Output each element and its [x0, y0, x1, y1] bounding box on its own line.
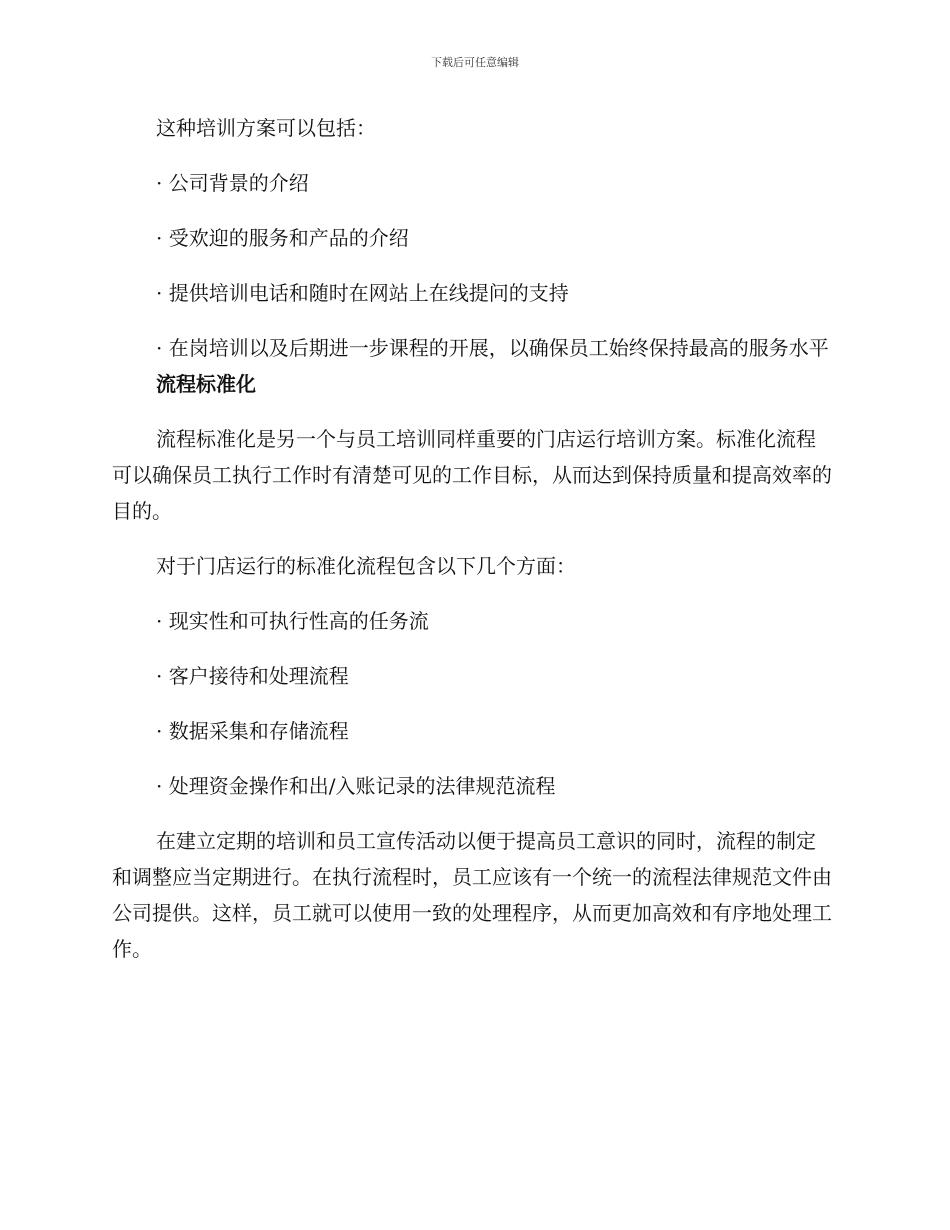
- training-intro: 这种培训方案可以包括：: [156, 116, 376, 140]
- bullet-popular-services: · 受欢迎的服务和产品的介绍: [156, 226, 409, 250]
- closing-paragraph: 在建立定期的培训和员工宣传活动以便于提高员工意识的同时，流程的制定和调整应当定期进行。在执行流程时，员工应该有一个统一的流程法律规范文件由公司提供。这样，员工就可以使用一致的处理程序，从而更加高效和有序地处理工作。: [112, 829, 832, 961]
- standardization-intro: 对于门店运行的标准化流程包含以下几个方面：: [156, 554, 576, 578]
- bullet-legal-process: · 处理资金操作和出/入账记录的法律规范流程: [156, 774, 556, 798]
- bullet-training-support: · 提供培训电话和随时在网站上在线提问的支持: [156, 281, 569, 305]
- bullet-company-background: · 公司背景的介绍: [156, 171, 309, 195]
- standardization-paragraph: 流程标准化是另一个与员工培训同样重要的门店运行培训方案。标准化流程可以确保员工执行工作时有清楚可见的工作目标，从而达到保持质量和提高效率的目的。: [112, 427, 832, 523]
- section-heading-standardization: 流程标准化: [156, 372, 256, 396]
- page-header: 下载后可任意编辑: [431, 56, 519, 69]
- bullet-on-job-training: · 在岗培训以及后期进一步课程的开展，以确保员工始终保持最高的服务水平: [156, 336, 829, 360]
- bullet-customer-reception: · 客户接待和处理流程: [156, 664, 349, 688]
- bullet-data-collection: · 数据采集和存储流程: [156, 719, 349, 743]
- document-body: [112, 110, 832, 967]
- bullet-task-flow: · 现实性和可执行性高的任务流: [156, 609, 429, 633]
